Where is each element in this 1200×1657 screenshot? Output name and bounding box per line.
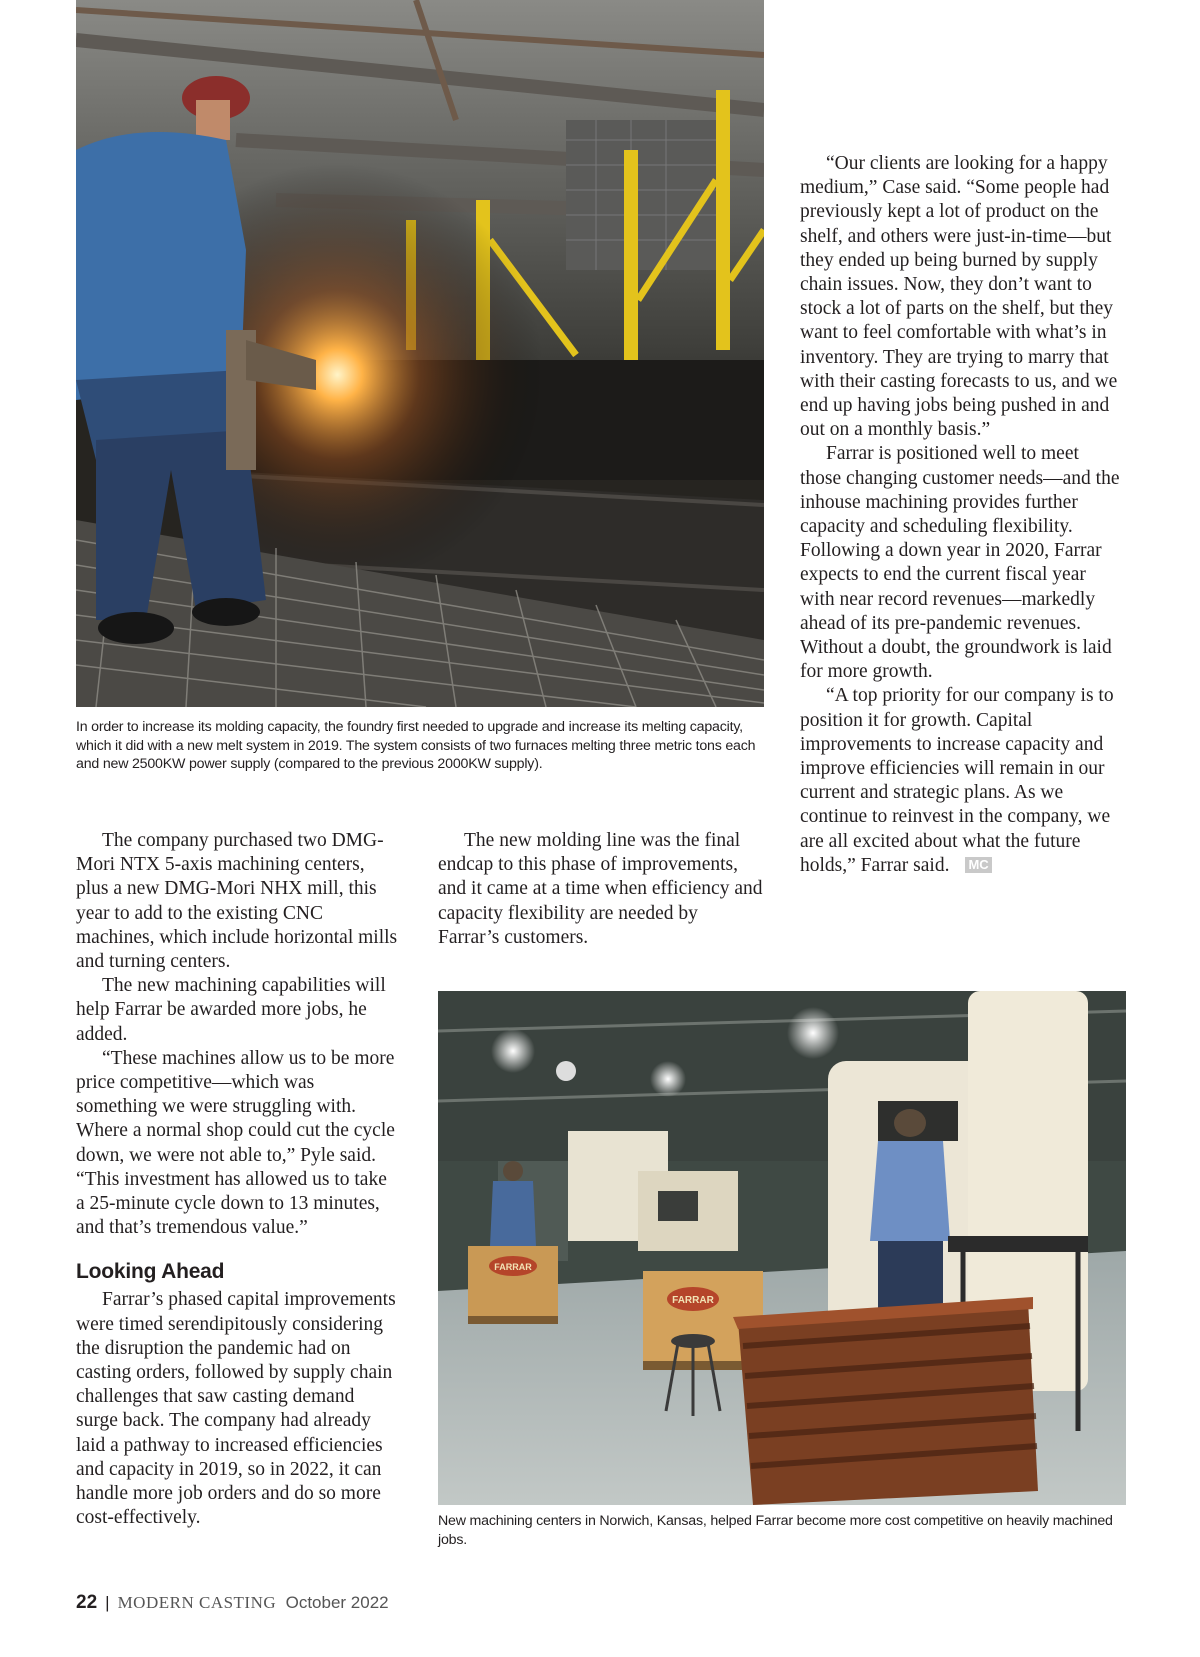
issue-date: October 2022: [285, 1593, 389, 1612]
col2-paragraph-1: The new molding line was the final endcap to this phase of improvements, and it came at a time when efficiency and capacity flexibility are needed by Farrar’s customers.: [438, 830, 763, 948]
box-label-1: FARRAR: [494, 1262, 532, 1272]
top-photo-caption: In order to increase its molding capacity, the foundry first needed to upgrade and increase its melting capacity, which it did with a new melt system in 2019. The system consists of two furnaces melting three metric tons each and new 2500KW power supply (compared to the previous 2000KW supply).: [76, 719, 756, 773]
column-2: [438, 829, 763, 950]
end-mark-badge: MC: [965, 857, 991, 873]
col3-paragraph-1: “Our clients are looking for a happy medium,” Case said. “Some people had previously kept a lot of product on the shelf, and others were just-in-time—but they ended up being burned by supply chain issues. Now, they don’t want to stock a lot of parts on the shelf, but they want to feel comfortable with what’s in inventory. They are trying to marry that with their casting forecasts to us, and we end up having jobs being pushed in and out on a monthly basis.”: [800, 153, 1118, 441]
foundry-photo: [76, 0, 764, 707]
col3-paragraph-3: [800, 684, 1122, 878]
col3-paragraph-3-text: “A top priority for our company is to position it for growth. Capital improvements to increase capacity and improve efficiencies will remain in our current and strategic plans. As we continue to reinvest in the company, we are all excited about what the future holds,” Farrar said.: [800, 685, 1114, 876]
column-1: [76, 829, 398, 1530]
box-label-2: FARRAR: [672, 1295, 714, 1306]
page-number: 22: [76, 1592, 98, 1613]
section-heading: Looking Ahead: [76, 1260, 225, 1284]
col1-paragraph-2: The new machining capabilities will help Farrar be awarded more jobs, he added.: [76, 975, 386, 1045]
column-3: [800, 152, 1122, 878]
machining-centers-photo: [438, 991, 1126, 1505]
footer-separator: |: [105, 1593, 110, 1612]
magazine-name: MODERN CASTING: [117, 1593, 277, 1612]
col1-paragraph-3: “These machines allow us to be more price competitive—which was something we were struggling with. Where a normal shop could cut the cycle down, we were not able to,” Pyle said. “This investment has allowed us to take a 25-minute cycle down to 13 minutes, and that’s tremendous value.”: [76, 1047, 395, 1239]
col3-paragraph-2: Farrar is positioned well to meet those changing customer needs—and the inhouse machining provides further capacity and scheduling flexibility. Following a down year in 2020, Farrar expects to end the current fiscal year with near record revenues—markedly ahead of its pre-pandemic revenues. Without a doubt, the groundwork is laid for more growth.: [800, 443, 1120, 683]
col1-paragraph-4: Farrar’s phased capital improvements were timed serendipitously considering the disruption the pandemic had on casting orders, followed by supply chain challenges that saw casting demand surge back. The company had already laid a pathway to increased efficiencies and capacity in 2019, so in 2022, it can handle more job orders and do so more cost-effectively.: [76, 1289, 396, 1529]
col1-paragraph-1: The company purchased two DMG-Mori NTX 5-axis machining centers, plus a new DMG-Mori NHX mill, this year to add to the existing CNC machines, which include horizontal mills and turning centers.: [76, 830, 398, 973]
page-footer: [76, 1592, 389, 1614]
bottom-photo-caption: New machining centers in Norwich, Kansas, helped Farrar become more cost competitive on heavily machined jobs.: [438, 1513, 1113, 1548]
